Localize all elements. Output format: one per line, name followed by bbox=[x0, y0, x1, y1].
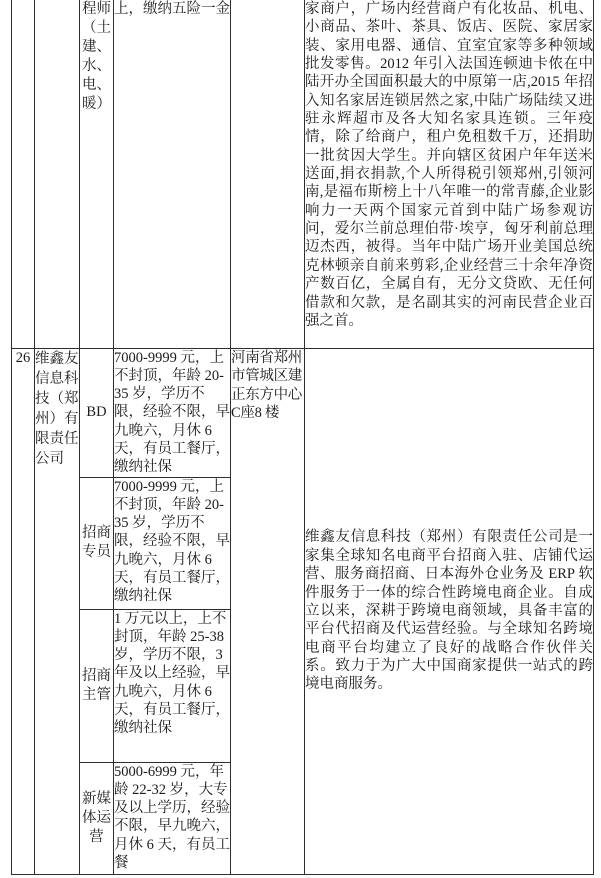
company-name-cell bbox=[35, 0, 80, 348]
address-cell: 河南省郑州市管城区建正东方中心C座8 楼 bbox=[231, 348, 305, 874]
job-requirements-cell: 1 万元以上，上不封顶，年龄 25-38 岁，学历不限，3 年及以上经验，早九晚六，月休 6 天，有员工餐厅，缴纳社保 bbox=[114, 609, 231, 762]
job-requirements-cell: 7000-9999 元，上不封顶，年龄 20-35 岁，学历不限，经验不限，早九晚六，月休 6 天，有员工餐厅，缴纳社保 bbox=[114, 477, 231, 609]
job-title-cell: 招商主管 bbox=[80, 609, 114, 762]
job-requirements-cell: 5000-6999 元，年龄 22-32 岁，大专及以上学历，经验不限，早九晚六，月休 6 天，有员工餐 bbox=[114, 762, 231, 874]
company-description-cell: 维鑫友信息科技（郑州）有限责任公司是一家集全球知名电商平台招商入驻、店铺代运营、服务商招商、日本海外仓业务及 ERP 软件服务于一体的综合性跨境电商企业。自成立以来，深耕于跨境电商领域，具备丰富的平台代招商及代运营经验。与全球知名跨境电商平台均建立了良好的战略合作伙伴关系。致力于为广大中国商家提供一站式的跨境电商服务。 bbox=[305, 348, 594, 874]
address-cell bbox=[231, 0, 305, 348]
company-description-cell: 家商户，广场内经营商户有化妆品、机电、小商品、茶叶、茶具、饭店、医院、家居家装、家用电器、通信、宜室宜家等多种领域批发零售。2012 年引入法国连顿迪卡侬在中陆开办全国面积最大的中原第一店,2015 年招入知名家居连锁居然之家,中陆广场陆续又进驻永辉超市及各大知名家具连锁。三年疫情，除了给商户，租户免租数千万，还捐助一批贫因大学生。并向辖区贫困户年年送米送面,捐衣捐款,个人所得税引领郑州,引领河南,是福布斯榜上十八年唯一的常青藤,企业影响力一天两个国家元首到中陆广场参观访问，爱尔兰前总理伯带·埃亨，匈牙利前总理迈杰西，被得。当年中陆广场开业美国总统克林顿亲自前来剪彩,企业经营三十余年净资产数百亿，全属自有，无分文贷欧、无任何借款和欠款，是名副其实的河南民营企业百强之首。 bbox=[305, 0, 594, 348]
row-number-cell: 26 bbox=[12, 348, 35, 874]
job-title-cell: 程师（土建、水、电、暖） bbox=[80, 0, 114, 348]
company-name-cell: 维鑫友信息科技（郑州）有限责任公司 bbox=[35, 348, 80, 874]
table-row bbox=[12, 0, 594, 348]
recruitment-table bbox=[11, 0, 594, 875]
job-title-cell: 招商专员 bbox=[80, 477, 114, 609]
row-number-cell bbox=[12, 0, 35, 348]
job-title-cell: 新媒体运营 bbox=[80, 762, 114, 874]
table-row bbox=[12, 348, 594, 477]
job-title-cell: BD bbox=[80, 348, 114, 477]
job-requirements-cell: 7000-9999 元，上不封顶，年龄 20-35 岁，学历不限，经验不限，早九晚六，月休 6 天，有员工餐厅，缴纳社保 bbox=[114, 349, 230, 476]
job-requirements-cell: 上，缴纳五险一金 bbox=[114, 0, 231, 348]
